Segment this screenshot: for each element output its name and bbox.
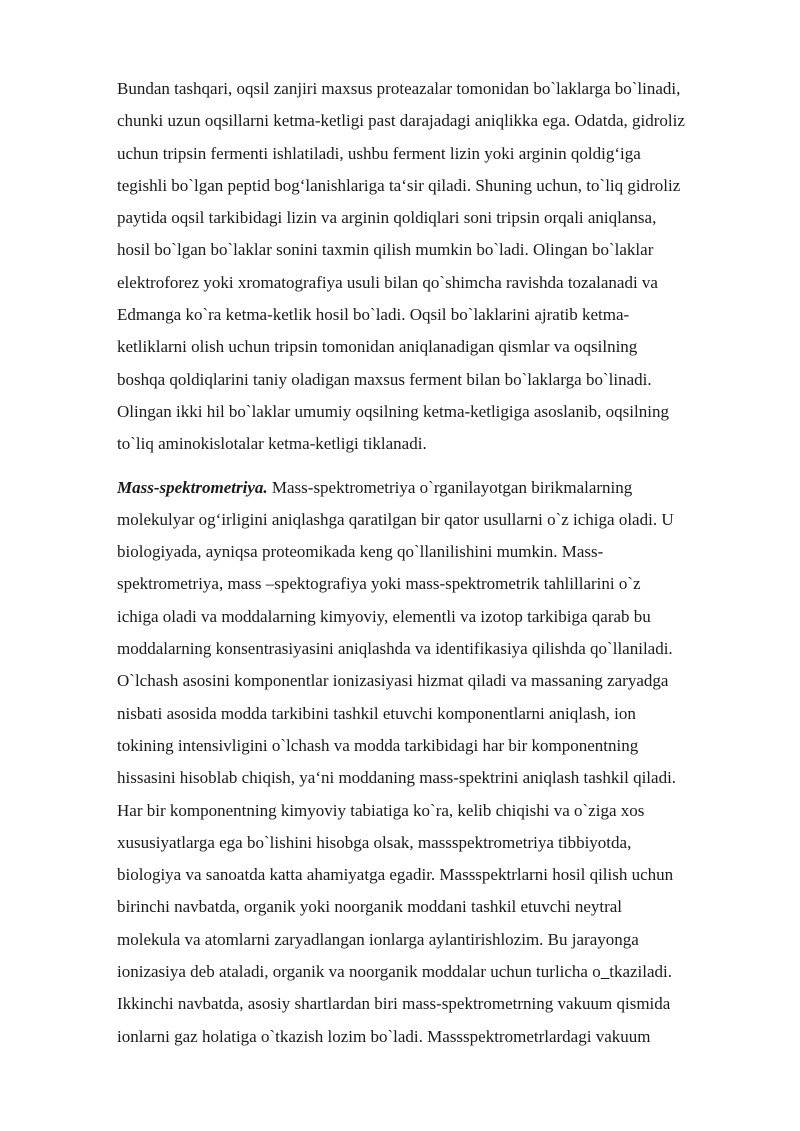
text-run: ionizasiya deb ataladi, organik va noorganik moddalar uchun turlicha o	[117, 962, 601, 982]
text-line: O`lchash asosini komponentlar ionizasiyasi hizmat qiladi va massaning zaryadga	[117, 671, 669, 691]
text-line: hissasini hisoblab chiqish, ya‘ni moddaning mass-spektrini aniqlash tashkil qiladi.	[117, 768, 677, 788]
text-line: hosil bo`lgan bo`laklar sonini taxmin qilish mumkin bo`ladi. Olingan bo`laklar	[117, 240, 654, 260]
text-line: molekulyar og‘irligini aniqlashga qaratilgan bir qator usullarni o`z ichiga oladi. U	[117, 509, 674, 529]
document-body	[117, 73, 757, 1064]
text-line-first	[117, 472, 757, 504]
text-line: moddalarning konsentrasiyasini aniqlashda va identifikasiya qilishda qo`llaniladi.	[117, 639, 673, 659]
text-line: ketliklarni olish uchun tripsin tomonidan aniqlanadigan qismlar va oqsilning	[117, 337, 638, 357]
text-line: to`liq aminokislotalar ketma-ketligi tiklanadi.	[117, 434, 427, 454]
text-line: Ikkinchi navbatda, asosiy shartlardan biri mass-spektrometrning vakuum qismida	[117, 994, 671, 1014]
text-line: Olingan ikki hil bo`laklar umumiy oqsilning ketma-ketligiga asoslanib, oqsilning	[117, 401, 669, 421]
text-line: paytida oqsil tarkibidagi lizin va arginin qoldiqlari soni tripsin orqali aniqlansa,	[117, 208, 657, 228]
text-line: uchun tripsin fermenti ishlatiladi, ushbu ferment lizin yoki arginin qoldig‘iga	[117, 143, 641, 163]
section-lead-heading: Mass-spektrometriya.	[117, 477, 268, 497]
text-line: biologiya va sanoatda katta ahamiyatga egadir. Massspektrlarni hosil qilish uchun	[117, 865, 674, 885]
text-line: boshqa qoldiqlarini taniy oladigan maxsus ferment bilan bo`laklarga bo`linadi.	[117, 369, 652, 389]
text-run: Mass-spektrometriya o`rganilayotgan birikmalarning	[267, 477, 633, 497]
text-line: spektrometriya, mass –spektografiya yoki mass-spektrometrik tahlillarini o`z	[117, 574, 641, 594]
text-line: nisbati asosida modda tarkibini tashkil etuvchi komponentlarni aniqlash, ion	[117, 703, 636, 723]
text-line: Bundan tashqari, oqsil zanjiri maxsus proteazalar tomonidan bo`laklarga bo`linadi,	[117, 79, 681, 98]
paragraph-proteolysis	[117, 73, 757, 461]
text-run: tkaziladi.	[609, 962, 673, 982]
text-line: tokining intensivligini o`lchash va modda tarkibidagi har bir komponentning	[117, 735, 639, 755]
text-line: birinchi navbatda, organik yoki noorganik moddani tashkil etuvchi neytral	[117, 897, 623, 917]
text-line: Edmanga ko`ra ketma-ketlik hosil bo`ladi. Oqsil bo`laklarini ajratib ketma-	[117, 305, 630, 325]
underlined-mark: _	[600, 962, 610, 982]
text-line: tegishli bo`lgan peptid bog‘lanishlariga ta‘sir qiladi. Shuning uchun, to`liq gidroliz	[117, 175, 681, 195]
text-line: ichiga oladi va moddalarning kimyoviy, elementli va izotop tarkibiga qarab bu	[117, 606, 651, 626]
paragraph-mass-spectrometry	[117, 472, 757, 1053]
text-line: biologiyada, ayniqsa proteomikada keng qo`llanilishini mumkin. Mass-	[117, 542, 604, 562]
text-line: elektroforez yoki xromatografiya usuli bilan qo`shimcha ravishda tozalanadi va	[117, 272, 658, 292]
text-line: Har bir komponentning kimyoviy tabiatiga ko`ra, kelib chiqishi va o`ziga xos	[117, 800, 645, 820]
text-line: molekula va atomlarni zaryadlangan ionlarga aylantirishlozim. Bu jarayonga	[117, 929, 639, 949]
text-line: chunki uzun oqsillarni ketma-ketligi past darajadagi aniqlikka ega. Odatda, gidroliz	[117, 111, 685, 131]
text-line: xususiyatlarga ega bo`lishini hisobga olsak, massspektrometriya tibbiyotda,	[117, 832, 632, 852]
text-line: ionlarni gaz holatiga o`tkazish lozim bo`ladi. Massspektrometrlardagi vakuum	[117, 1026, 651, 1046]
text-line-with-underline	[117, 956, 757, 988]
